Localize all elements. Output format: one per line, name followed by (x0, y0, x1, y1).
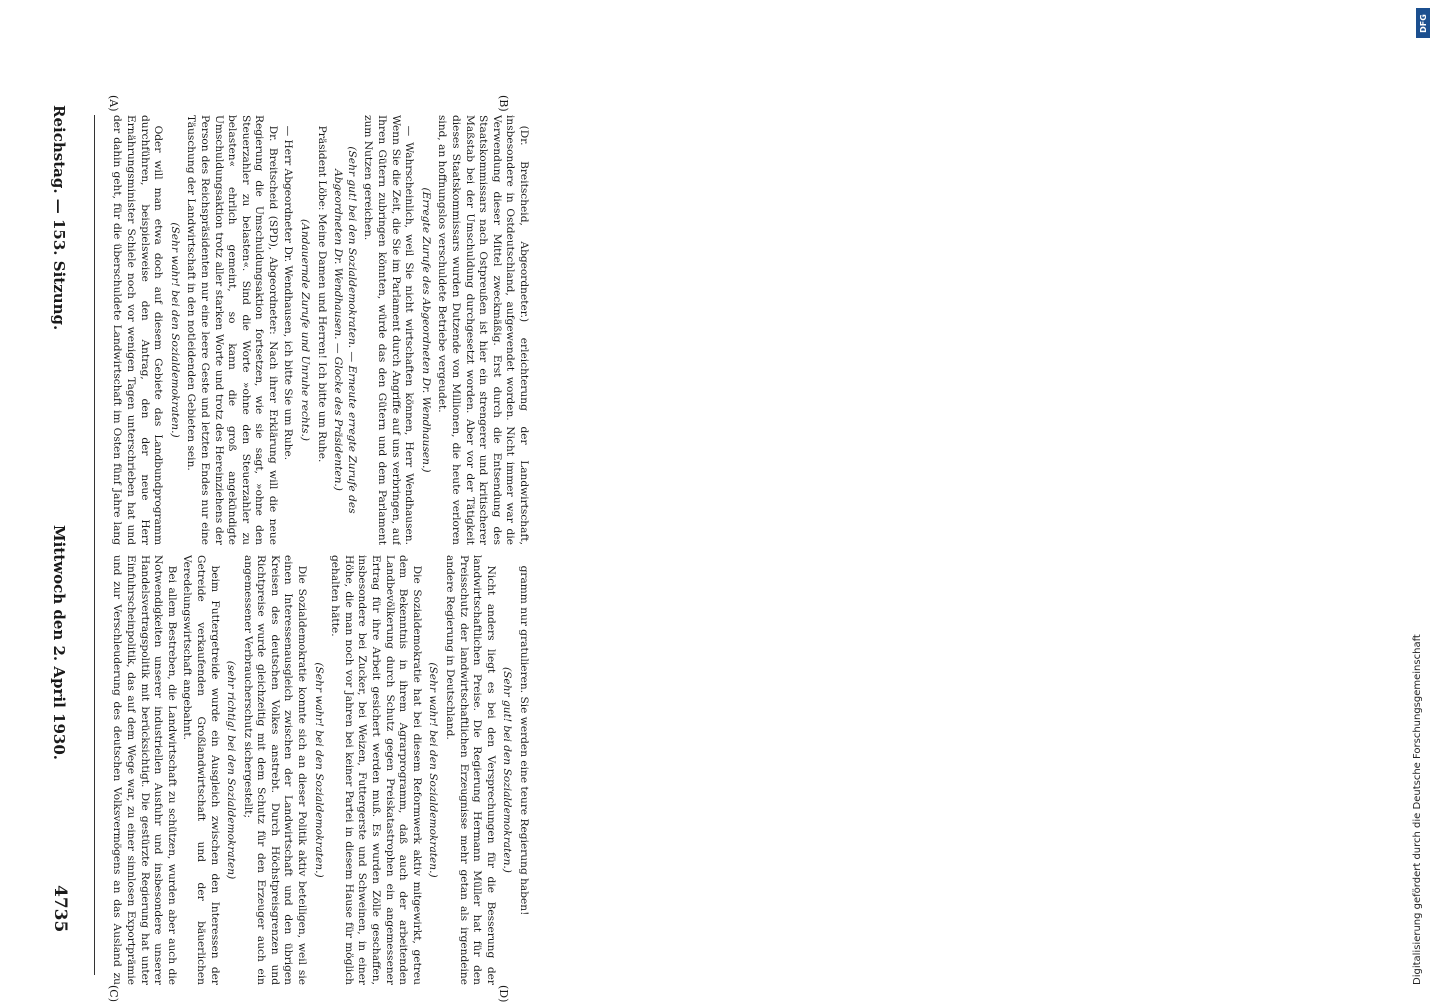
margin-marker-a: (A) (107, 95, 120, 112)
header-left: Reichstag. — 153. Sitzung. (50, 105, 68, 331)
paragraph: gramm nur gratulieren. Sie werden eine teure Regierung haben! (518, 565, 530, 916)
paragraph: Dr. Breitscheid (SPD), Abgeordneter: Nach ihrer Erklärung will die neue Regierung die Umschuldungsaktion fortsetzen, wie sie sagt, »ohne den Steuerzahler zu belasten«. Sind die Worte »ohne den Steuerzahler zu belasten« ehrlich gemeint, so kann die groß angekündigte Umschuldungsaktion trotz aller starken Worte und trotz des Hereinziehens der Person des Reichspräsidenten nur eine leere Geste und letzten Endes nur eine Täuschung der Landwirtschaft in den notleidenden Gebieten sein. (185, 115, 279, 545)
paragraph: — Wahrscheinlich, weil Sie nicht wirtschaften können, Herr Wendhausen. Wenn Sie die Zeit, die Sie im Parlament durch Angriffe auf uns verbringen, auf Ihren Gütern zubringen könnten, würde das den Gütern und dem Parlament zum Nutzen gereichen. (362, 115, 416, 545)
paragraph: Nicht anders liegt es bei den Versprechungen für die Besserung der landwirtschaftlichen Preise. Die Regierung Hermann Müller hat für den Preisschutz der landwirtschaftlichen Erzeugnisse mehr getan als irgendeine andere Regierung in Deutschland. (444, 555, 497, 985)
right-column (110, 555, 530, 985)
paragraph: beim Futtergetreide wurde ein Ausgleich zwischen den Interessen der Getreide verkaufenden Großlandwirtschaft und der bäuerlichen Veredelungswirtschaft angebahnt. (181, 555, 221, 985)
paragraph: (Andauernde Zurufe und Unruhe rechts.) (299, 219, 312, 441)
paragraph: Präsident Löbe: Meine Damen und Herren! Ich bitte um Ruhe. (315, 125, 328, 463)
paragraph: (Sehr gut! bei den Sozialdemokraten.) (501, 667, 514, 873)
margin-marker-c: (C) (107, 985, 120, 1002)
paragraph: (Erregte Zurufe des Abgeordneten Dr. Wendhausen.) (419, 187, 432, 473)
paragraph: — Herr Abgeordneter Dr. Wendhausen, ich bitte Sie um Ruhe. (282, 125, 295, 461)
dfg-logo: DFG (1416, 8, 1430, 38)
header-rule (94, 115, 95, 975)
margin-marker-d: (D) (497, 985, 510, 1002)
paragraph: Oder will man etwa doch auf diesem Gebiete das Landbundprogramm durchführen, beispielsweise den Antrag, den der neue Herr Ernährungsminister Schiele noch vor wenigen Tagen unterschrieben hat und der dahin geht, für die überschuldete Landwirtschaft im Osten fünf Jahre lang (111, 115, 165, 545)
paragraph: (sehr richtig! bei den Sozialdemokraten) (225, 660, 238, 880)
paragraph: (Sehr wahr! bei den Sozialdemokraten.) (427, 662, 440, 878)
page-number: 4735 (50, 885, 70, 933)
paragraph: Die Sozialdemokratie konnte sich an dieser Politik aktiv beteiligen, weil sie einen Interessenausgleich zwischen der Landwirtschaft und den übrigen Kreisen des deutschen Volkes anstrebt. Durch Höchstpreisgrenzen und Richtpreise wurde gleichzeitig mit dem Schutz für den Erzeuger auch ein angemessener Verbraucherschutz sichergestellt; (241, 555, 309, 985)
paragraph: (Sehr wahr! bei den Sozialdemokraten.) (312, 662, 325, 878)
margin-marker-b: (B) (497, 95, 510, 112)
paragraph: Die Sozialdemokratie hat bei diesem Reformwerk aktiv mitgewirkt, getreu dem Bekenntnis in ihrem Agrarprogramm, daß auch der arbeitenden Landbevölkerung durch Schutz gegen Preiskatastrophen ein angemessener Ertrag für ihre Arbeit gesichert werden muß. Es wurden Zölle geschaffen, insbesondere bei Zucker, bei Weizen, Futtergerste und Schweinen, in einer Höhe, die man noch vor Jahren bei keiner Partei in diesem Hause für möglich gehalten hätte. (329, 555, 423, 985)
paragraph: (Sehr wahr! bei den Sozialdemokraten.) (168, 222, 181, 438)
digitization-credit: Digitalisierung gefördert durch die Deutsche Forschungsgemeinschaft (1412, 634, 1423, 985)
page-header (38, 25, 78, 975)
paragraph: (Sehr gut! bei den Sozialdemokraten. — Erneute erregte Zurufe des Abgeordneten Dr. Wendhausen. — Glocke des Präsidenten.) (332, 146, 358, 514)
header-right: Mittwoch den 2. April 1930. (50, 525, 68, 760)
left-column (110, 115, 530, 545)
paragraph: (Dr. Breitscheid, Abgeordneter.) erleichterung der Landwirtschaft, insbesondere in Ostdeutschland, aufgewendet worden. Nicht immer war die Verwendung dieser Mittel zweckmäßig. Erst durch die Entsendung des Staatskommissars nach Ostpreußen ist hier ein strengerer und kritischerer Maßstab bei der Umschuldung durchgesetzt worden. Aber vor der Tätigkeit dieses Staatskommissars wurden Dutzende von Millionen, die heute verloren sind, an hoffnungslos verschuldete Betriebe vergeudet. (436, 115, 530, 545)
paragraph: Bei allem Bestreben, die Landwirtschaft zu schützen, wurden aber auch die Notwendigkeiten unserer industriellen Ausfuhr und insbesondere unserer Handelsvertragspolitik mit berücksichtigt. Die gestürzte Regierung hat unter Einfuhrscheinpolitik, das auf dem Wege war, zu einer sinnlosen Exportprämie und zur Verschleuderung des deutschen Volksvermögens an das Ausland zu (111, 555, 178, 985)
